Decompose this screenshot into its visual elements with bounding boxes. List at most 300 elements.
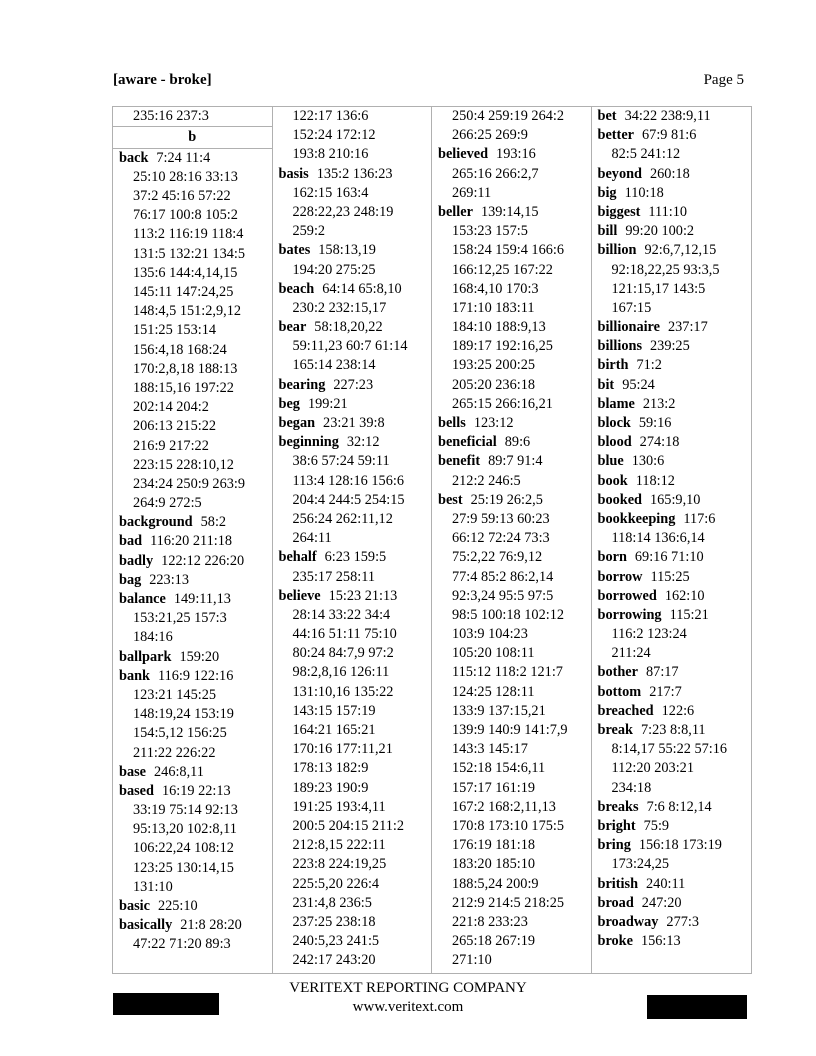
index-column-2	[273, 107, 433, 973]
index-headword: base	[119, 763, 147, 780]
index-continuation: 44:16 51:11 75:10	[292, 626, 397, 643]
index-continuation: 184:16	[133, 629, 173, 646]
index-continuation: 92:3,24 95:5 97:5	[452, 587, 554, 604]
index-references: 89:6	[504, 434, 531, 451]
index-entry	[598, 337, 746, 356]
index-entry	[119, 571, 266, 590]
index-continuation: 264:11	[292, 530, 332, 547]
index-entry	[598, 222, 746, 241]
index-continuation: 193:25 200:25	[452, 357, 536, 374]
index-references: 260:18	[650, 165, 690, 182]
index-continuation: 162:15 163:4	[292, 184, 369, 201]
index-headword: birth	[597, 357, 629, 374]
index-continuation: 153:21,25 157:3	[133, 610, 227, 627]
index-references: 116:9 122:16	[158, 667, 234, 684]
index-continuation: 8:14,17 55:22 57:16	[611, 741, 728, 758]
index-headword: bear	[278, 319, 307, 336]
index-headword: broadway	[597, 913, 659, 930]
index-entry	[598, 702, 746, 721]
index-continuation: 264:9 272:5	[133, 495, 202, 512]
index-entry	[279, 587, 426, 606]
index-references: 247:20	[641, 894, 682, 911]
index-entry	[279, 395, 426, 414]
index-continuation: 59:11,23 60:7 61:14	[292, 338, 408, 355]
index-references: 59:16	[638, 415, 672, 431]
index-headword: billionaire	[597, 319, 660, 336]
index-entry	[119, 513, 266, 532]
index-entry	[598, 817, 746, 836]
index-headword: better	[597, 127, 635, 144]
footer-company: VERITEXT REPORTING COMPANY	[289, 980, 527, 996]
index-continuation: 223:15 228:10,12	[133, 456, 234, 473]
index-continuation: 165:14 238:14	[292, 357, 376, 374]
index-continuation: 265:15 266:16,21	[452, 395, 553, 412]
index-headword: behalf	[278, 549, 317, 566]
index-entry	[598, 875, 746, 894]
index-continuation: 77:4 85:2 86:2,14	[452, 568, 554, 585]
index-entry	[598, 721, 746, 740]
index-references: 7:23 8:8,11	[640, 722, 706, 738]
index-references: 6:23 159:5	[324, 549, 387, 566]
index-continuation: 103:9 104:23	[452, 626, 528, 643]
index-references: 274:18	[639, 434, 680, 451]
index-entry	[598, 414, 746, 433]
index-continuation: 178:13 182:9	[292, 760, 369, 777]
index-headword: began	[278, 415, 316, 431]
index-continuation: 205:20 236:18	[452, 376, 536, 393]
index-headword: beach	[278, 280, 315, 297]
index-continuation: 221:8 233:23	[452, 913, 528, 930]
index-continuation: 123:25 130:14,15	[133, 859, 234, 876]
index-column-1	[113, 107, 273, 973]
index-references: 246:8,11	[154, 763, 204, 780]
index-references: 227:23	[333, 376, 374, 393]
index-headword: bet	[597, 108, 617, 124]
index-headword: best	[438, 491, 463, 508]
index-continuation: 118:14 136:6,14	[611, 530, 705, 547]
index-continuation: 148:4,5 151:2,9,12	[133, 303, 242, 320]
index-entry	[279, 433, 426, 452]
index-continuation: 66:12 72:24 73:3	[452, 530, 550, 547]
index-references: 225:10	[157, 898, 198, 914]
index-column-3	[432, 107, 592, 973]
index-entry	[598, 433, 746, 452]
index-continuation: 189:23 190:9	[292, 779, 369, 796]
index-entry	[598, 491, 746, 510]
index-references: 240:11	[646, 875, 686, 892]
index-entry	[119, 149, 266, 168]
index-entry	[598, 913, 746, 932]
footer-url: www.veritext.com	[352, 999, 464, 1015]
index-headword: bother	[597, 664, 639, 681]
index-references: 115:21	[669, 606, 709, 623]
index-headword: bad	[119, 533, 143, 550]
index-entry	[598, 472, 746, 491]
index-continuation: 27:9 59:13 60:23	[452, 510, 550, 527]
index-references: 110:18	[624, 184, 664, 201]
index-headword: block	[597, 415, 631, 431]
index-headword: billions	[597, 338, 643, 355]
index-continuation: 240:5,23 241:5	[292, 933, 380, 950]
index-references: 15:23 21:13	[328, 587, 398, 604]
index-entry	[598, 203, 746, 222]
index-continuation: 166:12,25 167:22	[452, 261, 553, 278]
index-continuation: 164:21 165:21	[292, 722, 376, 738]
index-entry	[598, 932, 746, 951]
index-entry	[598, 548, 746, 567]
index-entry	[119, 782, 266, 801]
index-entry	[598, 798, 746, 817]
index-references: 95:24	[622, 376, 655, 393]
index-continuation: 131:10	[133, 878, 173, 895]
index-entry	[598, 184, 746, 203]
index-references: 159:20	[179, 648, 220, 665]
index-headword: beg	[278, 395, 300, 412]
index-references: 7:6 8:12,14	[646, 798, 712, 815]
index-headword: based	[119, 782, 154, 799]
index-continuation: 157:17 161:19	[452, 779, 536, 796]
index-continuation: 212:9 214:5 218:25	[452, 894, 564, 911]
index-continuation: 105:20 108:11	[452, 645, 535, 662]
index-entry	[119, 667, 266, 686]
index-continuation: 170:16 177:11,21	[292, 741, 393, 758]
index-entry	[279, 376, 426, 395]
index-continuation: 212:2 246:5	[452, 472, 521, 489]
index-entry	[119, 648, 266, 667]
index-entry	[598, 894, 746, 913]
index-references: 165:9,10	[650, 491, 701, 508]
index-headword: booked	[597, 491, 642, 508]
index-entry	[279, 165, 426, 184]
index-entry	[598, 836, 746, 855]
index-headword: born	[597, 549, 627, 566]
index-headword: basically	[119, 917, 173, 934]
index-references: 118:12	[635, 472, 675, 489]
index-headword: bring	[597, 837, 631, 854]
index-continuation: 211:24	[611, 645, 651, 662]
index-continuation: 167:15	[611, 299, 652, 316]
index-continuation: 131:10,16 135:22	[292, 683, 394, 700]
index-headword: biggest	[597, 203, 641, 220]
index-headword: beneficial	[438, 434, 497, 451]
index-continuation: 80:24 84:7,9 97:2	[292, 645, 394, 662]
index-continuation: 124:25 128:11	[452, 683, 535, 700]
index-continuation: 47:22 71:20 89:3	[133, 936, 231, 953]
index-entry	[598, 107, 746, 126]
index-continuation: 98:2,8,16 126:11	[292, 664, 390, 681]
index-headword: borrow	[597, 568, 643, 585]
index-continuation: 106:22,24 108:12	[133, 840, 234, 857]
index-references: 139:14,15	[480, 203, 539, 220]
index-entry	[598, 606, 746, 625]
index-continuation: 188:15,16 197:22	[133, 379, 234, 396]
index-entry	[119, 552, 266, 571]
index-continuation: 152:24 172:12	[292, 127, 376, 144]
index-continuation: 139:9 140:9 141:7,9	[452, 722, 568, 738]
index-headword: background	[119, 514, 193, 531]
index-headword: borrowed	[597, 587, 657, 604]
index-headword: balance	[119, 591, 166, 607]
index-headword: believe	[278, 587, 321, 604]
index-references: 199:21	[307, 395, 348, 412]
index-continuation: 28:14 33:22 34:4	[292, 606, 391, 623]
index-references: 135:2 136:23	[316, 165, 393, 182]
index-continuation: 158:24 159:4 166:6	[452, 242, 564, 259]
index-references: 89:7 91:4	[488, 453, 543, 470]
index-references: 58:2	[200, 514, 227, 531]
index-continuation: 188:5,24 200:9	[452, 875, 539, 892]
index-entry	[438, 203, 585, 222]
index-headword: bottom	[597, 683, 642, 700]
index-headword: broad	[597, 894, 634, 911]
index-continuation: 191:25 193:4,11	[292, 798, 386, 815]
index-continuation: 225:5,20 226:4	[292, 875, 380, 892]
index-references: 99:20 100:2	[625, 223, 695, 240]
index-references: 223:13	[149, 571, 189, 588]
index-range-header: [aware - broke]	[113, 72, 212, 88]
index-entry	[598, 241, 746, 260]
index-references: 116:20 211:18	[150, 533, 233, 550]
index-continuation: 183:20 185:10	[452, 856, 536, 873]
index-continuation: 184:10 188:9,13	[452, 319, 546, 336]
index-headword: breaks	[597, 798, 639, 815]
index-entry	[598, 395, 746, 414]
index-continuation: 223:8 224:19,25	[292, 856, 387, 873]
index-continuation: 75:2,22 76:9,12	[452, 549, 543, 566]
index-references: 71:2	[636, 357, 662, 374]
index-headword: benefit	[438, 453, 481, 470]
index-entry	[598, 452, 746, 471]
index-references: 149:11,13	[173, 591, 231, 607]
index-entry	[598, 683, 746, 702]
index-continuation: 171:10 183:11	[452, 299, 535, 316]
index-entry	[279, 280, 426, 299]
index-headword: bank	[119, 667, 151, 684]
index-headword: ballpark	[119, 648, 172, 665]
index-continuation: 234:18	[611, 779, 652, 796]
index-references: 7:24 11:4	[156, 149, 211, 166]
index-continuation: 123:21 145:25	[133, 686, 217, 703]
index-headword: bookkeeping	[597, 510, 676, 527]
index-entry	[119, 763, 266, 782]
index-continuation: 148:19,24 153:19	[133, 706, 234, 723]
index-references: 156:13	[640, 933, 681, 950]
index-entry	[438, 491, 585, 510]
index-entry	[438, 414, 585, 433]
index-references: 23:21 39:8	[323, 415, 385, 431]
index-continuation: 206:13 215:22	[133, 418, 217, 435]
index-continuation: 152:18 154:6,11	[452, 760, 546, 777]
index-references: 25:19 26:2,5	[470, 491, 543, 508]
index-references: 16:19 22:13	[161, 782, 231, 799]
index-continuation: 38:6 57:24 59:11	[292, 453, 390, 470]
index-entry	[438, 145, 585, 164]
index-continuation: 228:22,23 248:19	[292, 203, 394, 220]
index-headword: break	[597, 722, 633, 738]
index-references: 213:2	[642, 395, 676, 412]
index-references: 67:9 81:6	[642, 127, 697, 144]
index-continuation: 230:2 232:15,17	[292, 299, 387, 316]
index-references: 130:6	[631, 453, 665, 470]
index-continuation: 266:25 269:9	[452, 127, 528, 144]
index-continuation: 212:8,15 222:11	[292, 837, 386, 854]
index-continuation: 151:25 153:14	[133, 322, 217, 339]
index-continuation: 143:15 157:19	[292, 702, 376, 719]
index-continuation: 193:8 210:16	[292, 146, 369, 163]
index-continuation: 33:19 75:14 92:13	[133, 802, 238, 819]
index-references: 239:25	[650, 338, 690, 355]
index-entry	[598, 376, 746, 395]
index-continuation: 76:17 100:8 105:2	[133, 207, 238, 224]
index-continuation: 82:5 241:12	[611, 146, 681, 163]
index-continuation: 154:5,12 156:25	[133, 725, 227, 742]
index-entry	[598, 587, 746, 606]
index-headword: bill	[597, 223, 618, 240]
index-continuation: 121:15,17 143:5	[611, 280, 706, 297]
index-continuation: 237:25 238:18	[292, 913, 376, 930]
index-headword: book	[597, 472, 628, 489]
index-references: 92:6,7,12,15	[644, 242, 717, 259]
index-entry	[119, 532, 266, 551]
redaction-box-left	[113, 993, 219, 1015]
index-entry	[119, 897, 266, 916]
index-references: 32:12	[346, 434, 380, 451]
index-continuation: 216:9 217:22	[133, 437, 209, 454]
index-continuation: 170:8 173:10 175:5	[452, 817, 564, 834]
index-headword: blue	[597, 453, 624, 470]
index-headword: back	[119, 149, 149, 166]
index-headword: breached	[597, 702, 654, 719]
index-continuation: 115:12 118:2 121:7	[452, 664, 563, 681]
index-references: 237:17	[668, 319, 708, 336]
index-entry	[438, 452, 585, 471]
index-headword: blame	[597, 395, 635, 412]
index-references: 21:8 28:20	[180, 917, 242, 934]
index-references: 111:10	[648, 203, 688, 220]
index-continuation: 25:10 28:16 33:13	[133, 168, 238, 185]
index-continuation: 235:16 237:3	[133, 108, 209, 124]
index-headword: believed	[438, 146, 489, 163]
index-continuation: 98:5 100:18 102:12	[452, 606, 564, 623]
index-references: 162:10	[664, 587, 705, 604]
index-entry	[279, 414, 426, 433]
index-references: 122:6	[661, 702, 695, 719]
index-references: 217:7	[649, 683, 682, 700]
index-continuation: 145:11 147:24,25	[133, 284, 234, 300]
index-entry	[438, 433, 585, 452]
index-headword: beller	[438, 203, 473, 220]
index-continuation: 92:18,22,25 93:3,5	[611, 261, 720, 278]
index-continuation: 265:18 267:19	[452, 933, 536, 950]
index-continuation: 112:20 203:21	[611, 760, 694, 777]
index-continuation: 131:5 132:21 134:5	[133, 245, 245, 262]
index-entry	[598, 126, 746, 145]
index-continuation: 133:9 137:15,21	[452, 702, 546, 719]
index-continuation: 95:13,20 102:8,11	[133, 821, 237, 838]
index-continuation: 250:4 259:19 264:2	[452, 108, 564, 124]
index-continuation: 170:2,8,18 188:13	[133, 360, 238, 377]
index-headword: beginning	[278, 434, 339, 451]
index-continuation: 167:2 168:2,11,13	[452, 798, 556, 815]
index-continuation: 153:23 157:5	[452, 223, 528, 240]
index-continuation: 256:24 262:11,12	[292, 510, 393, 527]
index-headword: bit	[597, 376, 615, 393]
index-headword: blood	[597, 434, 632, 451]
index-references: 156:18 173:19	[638, 837, 722, 854]
index-continuation: 135:6 144:4,14,15	[133, 264, 238, 281]
index-grid	[112, 106, 752, 974]
index-references: 193:16	[496, 146, 536, 163]
index-entry	[279, 318, 426, 337]
index-headword: bells	[438, 415, 466, 431]
index-references: 115:25	[650, 568, 690, 585]
index-references: 87:17	[646, 664, 679, 681]
index-headword: billion	[597, 242, 637, 259]
index-continuation: 194:20 275:25	[292, 261, 376, 278]
page-number: Page 5	[703, 72, 744, 88]
index-continuation: 265:16 266:2,7	[452, 165, 539, 182]
index-references: 277:3	[666, 913, 699, 930]
index-continuation: 204:4 244:5 254:15	[292, 491, 405, 508]
index-continuation: 202:14 204:2	[133, 399, 209, 416]
index-entry	[119, 916, 266, 935]
index-entry	[598, 318, 746, 337]
index-continuation: 259:2	[292, 223, 326, 240]
index-headword: beyond	[597, 165, 642, 182]
index-entry	[279, 548, 426, 567]
index-headword: basic	[119, 898, 150, 914]
index-continuation: 156:4,18 168:24	[133, 341, 227, 358]
index-headword: bright	[597, 817, 636, 834]
index-headword: broke	[597, 933, 633, 950]
index-continuation: 234:24 250:9 263:9	[133, 475, 245, 492]
index-entry	[598, 568, 746, 587]
index-continuation: 116:2 123:24	[611, 626, 687, 643]
index-continuation: 211:22 226:22	[133, 744, 216, 761]
index-continuation: 113:2 116:19 118:4	[133, 226, 244, 243]
index-entry	[598, 165, 746, 184]
index-continuation: 122:17 136:6	[292, 108, 369, 124]
index-continuation: 242:17 243:20	[292, 952, 376, 969]
index-headword: basis	[278, 165, 309, 182]
index-continuation: 113:4 128:16 156:6	[292, 472, 404, 489]
letter-section-heading: b	[113, 126, 272, 149]
index-headword: british	[597, 875, 639, 892]
index-headword: borrowing	[597, 606, 662, 623]
index-continuation: 173:24,25	[611, 856, 670, 873]
index-references: 64:14 65:8,10	[322, 280, 402, 297]
index-continuation: 235:17 258:11	[292, 568, 375, 585]
index-continuation: 168:4,10 170:3	[452, 280, 539, 297]
index-continuation: 189:17 192:16,25	[452, 338, 553, 355]
index-headword: bates	[278, 242, 311, 259]
index-references: 58:18,20,22	[314, 319, 383, 336]
index-column-4	[592, 107, 752, 973]
redaction-box-right	[647, 995, 747, 1019]
index-continuation: 271:10	[452, 952, 492, 969]
index-references: 75:9	[643, 817, 670, 834]
index-references: 117:6	[683, 510, 716, 527]
index-entry	[598, 510, 746, 529]
index-continuation: 143:3 145:17	[452, 741, 528, 758]
index-continuation: 37:2 45:16 57:22	[133, 188, 231, 205]
index-headword: bearing	[278, 376, 326, 393]
index-continuation: 231:4,8 236:5	[292, 894, 372, 911]
index-continuation: 176:19 181:18	[452, 837, 536, 854]
index-references: 158:13,19	[318, 242, 376, 259]
index-references: 34:22 238:9,11	[624, 108, 711, 124]
index-entry	[598, 356, 746, 375]
